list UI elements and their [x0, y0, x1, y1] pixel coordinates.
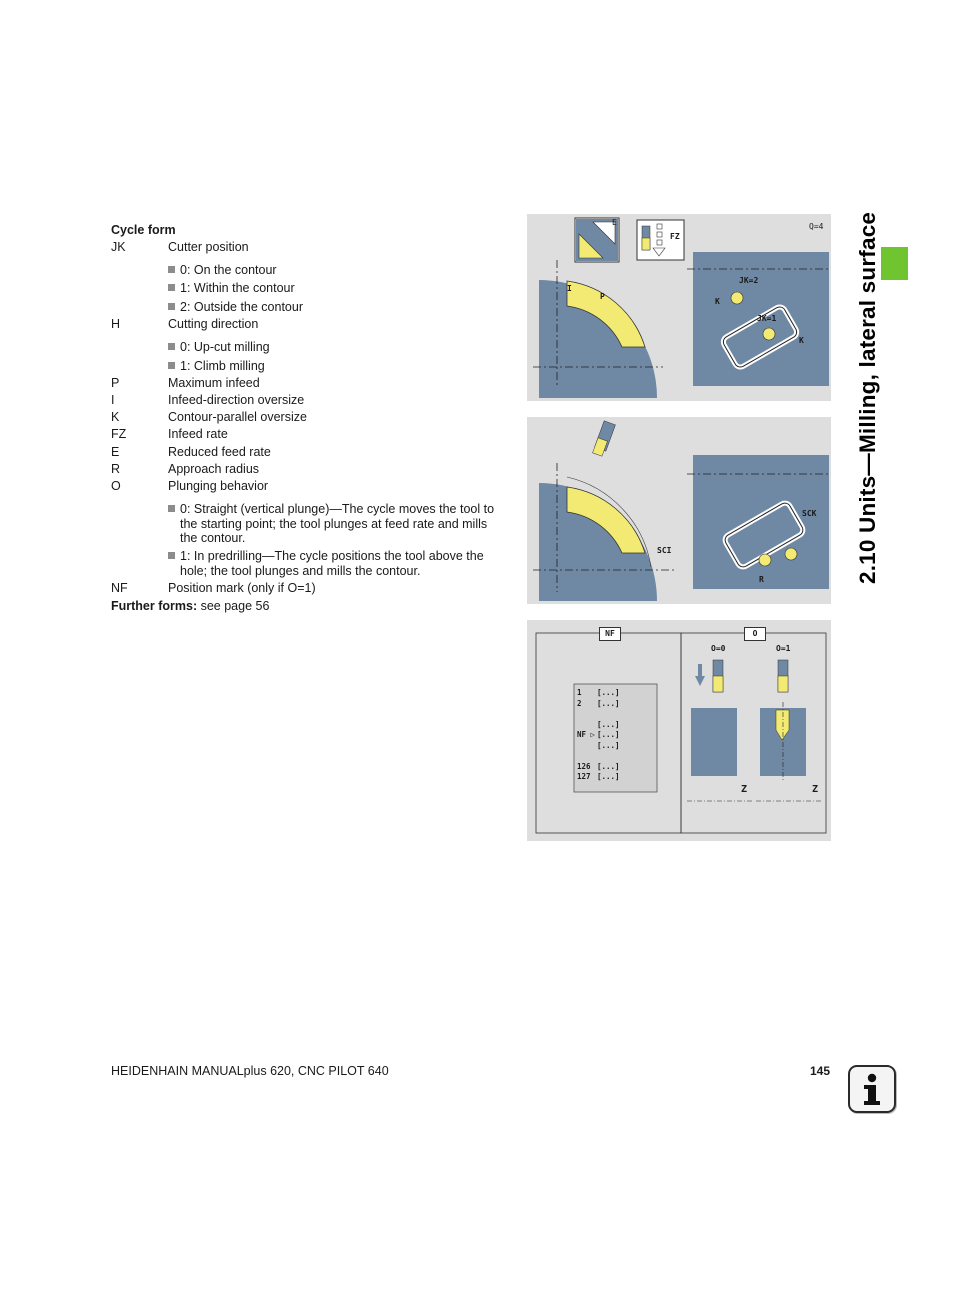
info-glyph	[850, 1067, 894, 1111]
label-sci: SCI	[657, 546, 672, 555]
info-icon	[848, 1065, 896, 1113]
bullet-square-icon	[168, 505, 175, 512]
program-line: 2 [...]	[577, 698, 620, 708]
label-o0: O=0	[711, 644, 726, 653]
label-o1: O=1	[776, 644, 791, 653]
label-p: P	[600, 292, 605, 301]
jk-option: 2: Outside the contour	[168, 300, 503, 315]
label-q: Q=4	[809, 222, 824, 231]
figure-1-drawing	[527, 214, 831, 401]
chapter-tab	[881, 247, 908, 280]
label-nf-box: NF	[599, 627, 621, 641]
program-line-nf: NF ▷ [...]	[577, 730, 620, 739]
o-option: 1: In predrilling—The cycle positions the tool above the hole; the tool plunges and mills the contour.	[168, 549, 503, 579]
bullet-square-icon	[168, 362, 175, 369]
program-line: 126 [...]	[577, 761, 620, 771]
figure-plunging	[527, 620, 831, 841]
label-z-2: Z	[812, 784, 819, 795]
figure-2-drawing	[527, 417, 831, 604]
label-r: R	[759, 575, 764, 584]
page-number: 145	[809, 1064, 830, 1078]
label-fz: FZ	[670, 232, 680, 241]
footer-manual-title: HEIDENHAIN MANUALplus 620, CNC PILOT 640	[111, 1064, 389, 1078]
cycle-form-heading: Cycle form	[111, 223, 176, 237]
label-z-1: Z	[741, 784, 748, 795]
program-line: [...]	[597, 740, 620, 750]
label-k-2: K	[799, 336, 804, 345]
bullet-square-icon	[168, 266, 175, 273]
chapter-title: 2.10 Units—Milling, lateral surface	[855, 211, 880, 584]
label-jk1: JK=1	[757, 314, 777, 323]
bullet-square-icon	[168, 552, 175, 559]
bullet-square-icon	[168, 284, 175, 291]
o-option: 0: Straight (vertical plunge)—The cycle moves the tool to the starting point; the tool plunges at feed rate and mills the contour.	[168, 502, 503, 546]
h-option: 1: Climb milling	[168, 359, 503, 374]
figure-cutter-position	[527, 214, 831, 401]
program-line: 1 [...]	[577, 688, 620, 697]
program-line: [...]	[597, 719, 620, 729]
label-jk2: JK=2	[739, 276, 759, 285]
label-k-1: K	[715, 297, 720, 306]
label-e: E	[612, 218, 617, 227]
h-option: 0: Up-cut milling	[168, 340, 503, 355]
figure-3-drawing	[527, 620, 831, 841]
further-forms: Further forms: see page 56	[111, 599, 270, 613]
bullet-square-icon	[168, 303, 175, 310]
bullet-square-icon	[168, 343, 175, 350]
program-listing	[577, 688, 620, 783]
jk-option: 0: On the contour	[168, 263, 503, 278]
further-forms-link[interactable]: see page 56	[197, 599, 270, 613]
label-sck: SCK	[802, 509, 817, 518]
label-i: I	[567, 284, 572, 293]
figure-approach	[527, 417, 831, 604]
jk-option: 1: Within the contour	[168, 281, 503, 296]
label-o-box: O	[744, 627, 766, 641]
program-line: 127 [...]	[577, 772, 620, 781]
